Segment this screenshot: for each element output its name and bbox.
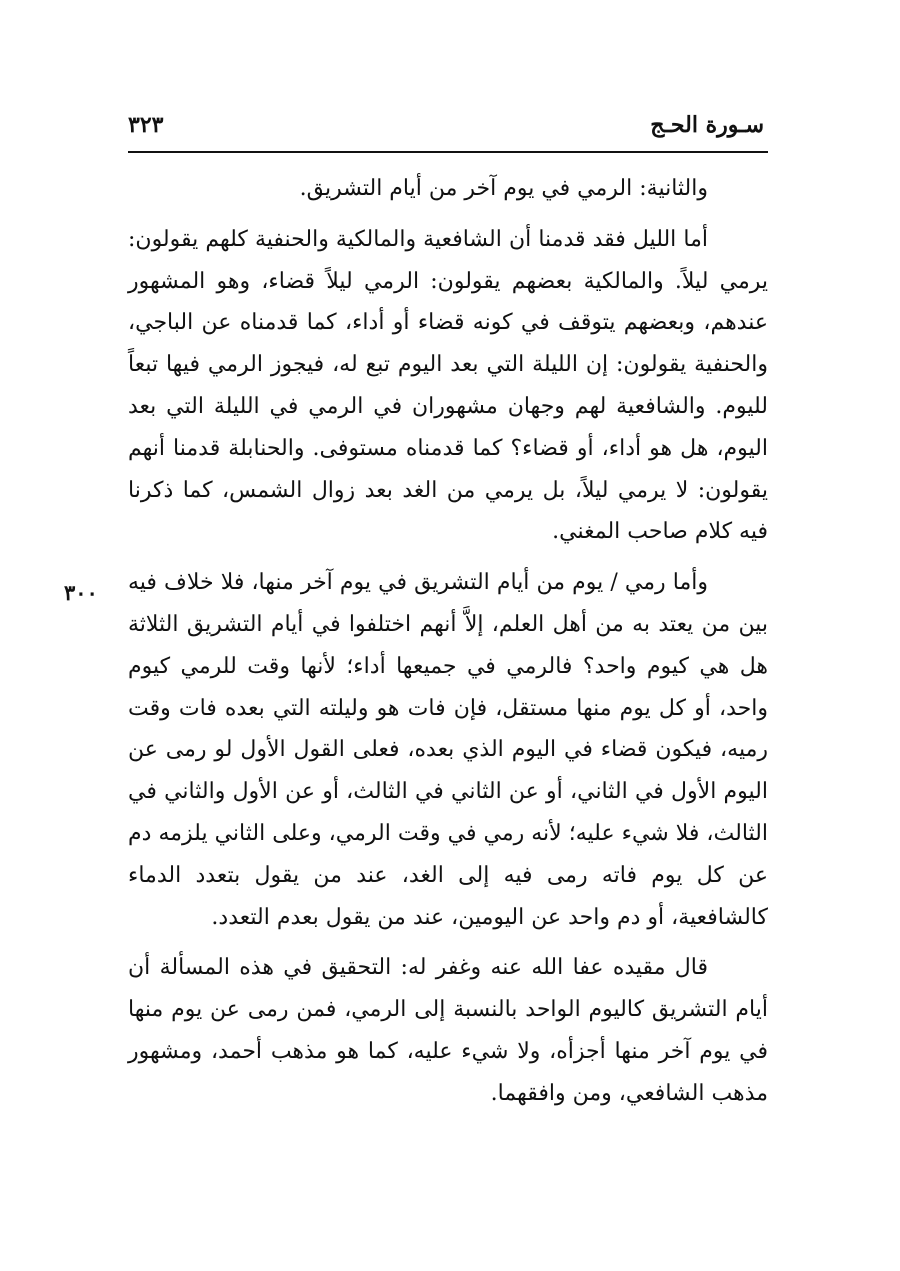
- paragraph-3: وأما رمي / يوم من أيام التشريق في يوم آخر منها، فلا خلاف فيه بين من يعتد به من أهل العلم، إلاَّ أنهم اختلفوا في أيام التشريق الثلاثة هل هي كيوم واحد؟ فالرمي في جميعها أداء؛ لأنها وقت للرمي كيوم واحد، أو كل يوم منها مستقل، فإن فات هو وليلته التي بعده فات وقت رميه، فيكون قضاء في اليوم الذي بعده، فعلى القول الأول لو رمى عن اليوم الأول في الثاني، أو عن الثاني في الثالث، أو عن الأول والثاني في الثالث، فلا شيء عليه؛ لأنه رمي في وقت الرمي، وعلى الثاني يلزمه دم عن كل يوم فاته رمى فيه إلى الغد، عند من يقول بتعدد الدماء كالشافعية، أو دم واحد عن اليومين، عند من يقول بعدم التعدد.: [128, 570, 768, 930]
- body-text: [128, 168, 768, 1124]
- header-rule: [128, 151, 768, 153]
- paragraph-4: قال مقيده عفا الله عنه وغفر له: التحقيق في هذه المسألة أن أيام التشريق كاليوم الواحد بالنسبة إلى الرمي، فمن رمى عن يوم منها في يوم آخر منها أجزأه، ولا شيء عليه، كما هو مذهب أحمد، ومشهور مذهب الشافعي، ومن وافقهما.: [128, 955, 768, 1106]
- paragraph-1: والثانية: الرمي في يوم آخر من أيام التشريق.: [299, 176, 708, 201]
- running-header: [128, 112, 764, 148]
- page-number: ٣٢٣: [128, 112, 164, 138]
- paragraph-2: أما الليل فقد قدمنا أن الشافعية والمالكية والحنفية كلهم يقولون: يرمي ليلاً. والمالكية بعضهم يقولون: الرمي ليلاً قضاء، وهو المشهور عندهم، وبعضهم يتوقف في كونه قضاء أو أداء، كما قدمناه عن الباجي، والحنفية يقولون: إن الليلة التي بعد اليوم تبع له، فيجوز الرمي فيها تبعاً لليوم. والشافعية لهم وجهان مشهوران في الرمي في الليلة التي بعد اليوم، هل هو أداء، أو قضاء؟ كما قدمناه مستوفى. والحنابلة قدمنا أنهم يقولون: لا يرمي ليلاً، بل يرمي من الغد بعد زوال الشمس، كما ذكرنا فيه كلام صاحب المغني.: [128, 226, 768, 545]
- margin-page-reference: ٣٠٠: [64, 580, 98, 605]
- surah-title: سـورة الحـج: [650, 112, 764, 138]
